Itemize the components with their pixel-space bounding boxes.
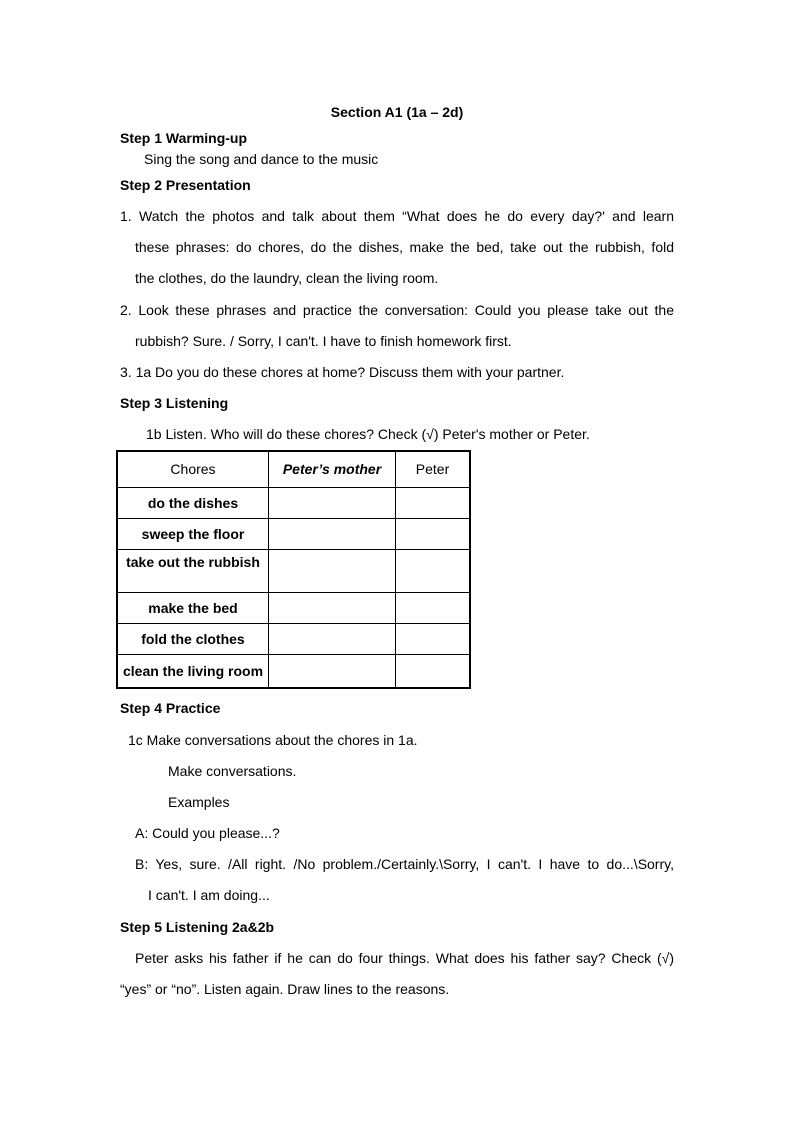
mother-check-cell (269, 518, 396, 549)
step4-heading: Step 4 Practice (120, 700, 221, 716)
step2-item2-line2: rubbish? Sure. / Sorry, I can't. I have to finish homework first. (135, 333, 512, 349)
table-row (117, 654, 470, 688)
step5-line1: Peter asks his father if he can do four things. What does his father say? Check (√) (135, 950, 674, 966)
step2-heading: Step 2 Presentation (120, 177, 251, 193)
step3-instruction: 1b Listen. Who will do these chores? Check (√) Peter's mother or Peter. (146, 426, 590, 442)
step4-b2: I can't. I am doing... (148, 887, 270, 903)
table-row (117, 592, 470, 623)
chore-cell: fold the clothes (117, 623, 269, 654)
step2-item3: 3. 1a Do you do these chores at home? Discuss them with your partner. (120, 364, 565, 380)
chore-cell: sweep the floor (117, 518, 269, 549)
step5-heading: Step 5 Listening 2a&2b (120, 919, 275, 935)
mother-check-cell (269, 592, 396, 623)
mother-check-cell (269, 487, 396, 518)
table-header-row (117, 451, 470, 487)
chore-cell: take out the rubbish (117, 549, 269, 592)
step2-item1-line3: the clothes, do the laundry, clean the living room. (135, 270, 439, 286)
step3-heading: Step 3 Listening (120, 395, 229, 411)
header-peters-mother: Peter’s mother (269, 451, 396, 487)
table-row (117, 549, 470, 592)
header-chores: Chores (117, 451, 269, 487)
step4-examples: Examples (168, 794, 230, 810)
header-peter: Peter (396, 451, 471, 487)
peter-check-cell (396, 518, 471, 549)
table-row (117, 518, 470, 549)
table-row (117, 487, 470, 518)
peter-check-cell (396, 592, 471, 623)
peter-check-cell (396, 487, 471, 518)
step4-instruction: 1c Make conversations about the chores in 1a. (128, 732, 418, 748)
chore-cell: make the bed (117, 592, 269, 623)
step1-heading: Step 1 Warming-up (120, 130, 248, 146)
step2-item1-line1: 1. Watch the photos and talk about them “What does he do every day?' and learn (120, 208, 674, 224)
peter-check-cell (396, 549, 471, 592)
chores-table (116, 450, 471, 689)
peter-check-cell (396, 654, 471, 688)
mother-check-cell (269, 654, 396, 688)
step2-item2-line1: 2. Look these phrases and practice the conversation: Could you please take out the (120, 302, 674, 318)
page-title: Section A1 (1a – 2d) (330, 104, 464, 120)
mother-check-cell (269, 623, 396, 654)
peter-check-cell (396, 623, 471, 654)
mother-check-cell (269, 549, 396, 592)
step4-b1: B: Yes, sure. /All right. /No problem./Certainly.\Sorry, I can't. I have to do...\Sorry, (135, 856, 674, 872)
step1-text: Sing the song and dance to the music (144, 151, 379, 167)
step2-item1-line2: these phrases: do chores, do the dishes, make the bed, take out the rubbish, fold (135, 239, 674, 255)
step5-line2: “yes” or “no”. Listen again. Draw lines to the reasons. (120, 981, 450, 997)
chore-cell: clean the living room (117, 654, 269, 688)
step4-a: A: Could you please...? (135, 825, 280, 841)
step4-make: Make conversations. (168, 763, 297, 779)
chore-cell: do the dishes (117, 487, 269, 518)
table-row (117, 623, 470, 654)
